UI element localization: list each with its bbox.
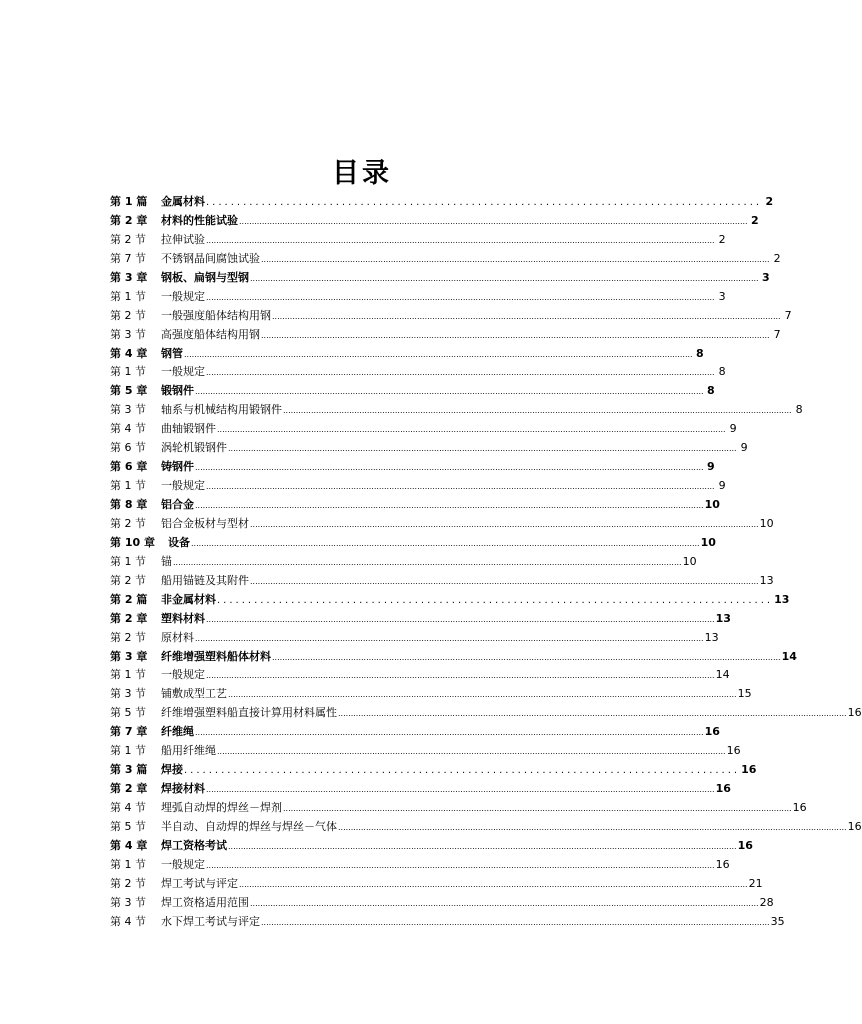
toc-dot-leader: ........................................................................................................................................................................................................ — [195, 633, 704, 643]
toc-entry-number: 第 2 节 — [110, 516, 146, 530]
toc-entry-chapter[interactable] — [110, 269, 770, 288]
toc-dot-leader: ........................................................................................................................................................................................................ — [195, 387, 704, 397]
toc-entry-section[interactable] — [110, 307, 792, 326]
toc-entry-number: 第 4 节 — [110, 801, 146, 814]
toc-entry-title: 水下焊工考试与评定 — [161, 914, 260, 928]
toc-entry-title: 铺敷成型工艺 — [161, 687, 227, 701]
toc-dot-leader: ........................................................................................................................................................................................................ — [261, 254, 770, 264]
toc-entry-page: 13 — [759, 573, 774, 587]
toc-entry-title: 一般强度船体结构用钢 — [161, 308, 271, 322]
toc-dot-leader: ........................................................................................................................................................................................................ — [184, 349, 693, 359]
toc-entry-chapter[interactable] — [110, 723, 720, 742]
toc-dot-leader: ........................................................................................................................................................................................................ — [228, 690, 737, 700]
toc-entry-title: 一般规定 — [161, 289, 205, 303]
toc-dot-leader: .......................................................................................... — [206, 197, 763, 208]
toc-entry-section[interactable] — [110, 818, 862, 837]
toc-entry-page: 9 — [729, 422, 737, 436]
toc-entry-page: 14 — [781, 649, 797, 663]
toc-entry-title: 锻钢件 — [161, 384, 194, 398]
toc-entry-section[interactable] — [110, 799, 807, 818]
toc-entry-section[interactable] — [110, 704, 862, 723]
toc-entry-page: 7 — [784, 308, 792, 322]
toc-entry-number: 第 4 章 — [110, 346, 148, 360]
toc-dot-leader: ........................................................................................................................................................................................................ — [206, 292, 715, 302]
toc-entry-title: 铸钢件 — [161, 460, 194, 474]
toc-dot-leader: ........................................................................................................................................................................................................ — [206, 860, 715, 870]
toc-entry-title: 纤维增强塑料船体材料 — [161, 649, 271, 663]
toc-entry-number: 第 2 节 — [110, 308, 146, 322]
toc-dot-leader: ........................................................................................................................................................................................................ — [206, 671, 715, 681]
toc-entry-number: 第 1 节 — [110, 668, 146, 682]
toc-entry-number: 第 3 节 — [110, 895, 146, 909]
toc-entry-section[interactable] — [110, 856, 730, 875]
toc-entry-number: 第 1 节 — [110, 857, 146, 871]
toc-entry-number: 第 6 章 — [110, 460, 148, 474]
toc-dot-leader: ........................................................................................................................................................................................................ — [217, 747, 726, 757]
toc-entry-page: 13 — [704, 630, 719, 644]
toc-entry-title: 焊工资格适用范围 — [161, 895, 249, 909]
toc-entry-page: 2 — [765, 195, 774, 208]
toc-entry-page: 2 — [718, 232, 726, 246]
toc-entry-number: 第 2 章 — [110, 782, 148, 796]
toc-entry-chapter[interactable] — [110, 837, 753, 856]
toc-entry-page: 10 — [704, 498, 720, 511]
toc-dot-leader: ........................................................................................................................................................................................................ — [272, 652, 781, 662]
toc-entry-number: 第 1 节 — [110, 479, 146, 493]
toc-dot-leader: ........................................................................................................................................................................................................ — [272, 311, 781, 321]
toc-entry-page: 9 — [706, 460, 715, 474]
toc-entry-title: 船用纤维绳 — [161, 744, 216, 758]
toc-entry-page: 16 — [792, 801, 807, 814]
toc-entry-title: 一般规定 — [161, 857, 205, 871]
toc-entry-section[interactable] — [110, 231, 726, 250]
toc-dot-leader: ........................................................................................................................................................................................................ — [261, 917, 770, 927]
toc-entry-part[interactable] — [110, 761, 757, 780]
toc-entry-page: 14 — [715, 668, 730, 682]
toc-entry-number: 第 2 章 — [110, 611, 148, 625]
toc-entry-number: 第 3 节 — [110, 403, 146, 417]
toc-entry-number: 第 1 节 — [110, 554, 146, 568]
toc-entry-page: 28 — [759, 895, 774, 909]
toc-entry-title: 船用锚链及其附件 — [161, 573, 249, 587]
toc-entry-title: 塑料材料 — [161, 611, 205, 625]
toc-entry-chapter[interactable] — [110, 534, 716, 553]
toc-entry-page: 16 — [847, 819, 862, 833]
toc-entry-title: 曲轴锻钢件 — [161, 422, 216, 436]
toc-entry-title: 半自动、自动焊的焊丝与焊丝－气体 — [161, 819, 337, 833]
toc-entry-number: 第 5 章 — [110, 384, 148, 398]
toc-entry-page: 3 — [761, 270, 770, 284]
toc-entry-number: 第 5 节 — [110, 819, 146, 833]
toc-entry-title: 焊工资格考试 — [161, 838, 227, 852]
toc-entry-page: 9 — [740, 441, 748, 455]
toc-entry-section[interactable] — [110, 913, 785, 932]
toc-entry-title: 焊接材料 — [161, 782, 205, 796]
toc-entry-number: 第 1 篇 — [110, 195, 148, 208]
toc-entry-page: 16 — [741, 763, 757, 777]
toc-dot-leader: ........................................................................................................................................................................................................ — [195, 728, 704, 738]
toc-entry-number: 第 3 节 — [110, 687, 146, 701]
toc-entry-section[interactable] — [110, 742, 741, 761]
toc-dot-leader: ........................................................................................................................................................................................................ — [239, 216, 748, 226]
toc-entry-title: 高强度船体结构用钢 — [161, 327, 260, 341]
toc-entry-section[interactable] — [110, 553, 697, 572]
toc-entry-number: 第 1 节 — [110, 365, 146, 379]
toc-entry-chapter[interactable] — [110, 345, 704, 364]
toc-entry-title: 设备 — [168, 535, 190, 549]
toc-entry-page: 9 — [718, 479, 726, 493]
toc-entry-title: 拉伸试验 — [161, 232, 205, 246]
toc-dot-leader: ........................................................................................................................................................................................................ — [206, 614, 715, 624]
toc-dot-leader: ........................................................................................................................................................................................................ — [250, 576, 759, 586]
toc-dot-leader: ........................................................................................................................................................................................................ — [338, 709, 847, 719]
toc-entry-number: 第 4 章 — [110, 838, 148, 852]
toc-entry-section[interactable] — [110, 288, 726, 307]
toc-entry-page: 15 — [737, 687, 752, 701]
toc-entry-number: 第 3 篇 — [110, 763, 148, 777]
toc-entry-page: 10 — [700, 535, 716, 549]
toc-entry-page: 13 — [774, 592, 790, 606]
toc-dot-leader: ........................................................................................................................................................................................................ — [173, 557, 682, 567]
toc-entry-number: 第 4 节 — [110, 914, 146, 928]
toc-entry-section[interactable] — [110, 250, 781, 269]
toc-entry-title: 焊接 — [161, 763, 183, 777]
toc-entry-title: 铝合金板材与型材 — [161, 516, 249, 530]
toc-dot-leader: ........................................................................................................................................................................................................ — [283, 406, 792, 416]
toc-dot-leader: .......................................................................................... — [217, 594, 774, 606]
toc-entry-title: 钢管 — [161, 346, 183, 360]
toc-entry-title: 材料的性能试验 — [161, 213, 238, 227]
toc-entry-number: 第 5 节 — [110, 706, 146, 720]
toc-dot-leader: ........................................................................................................................................................................................................ — [250, 273, 759, 283]
toc-entry-number: 第 2 节 — [110, 876, 146, 890]
toc-entry-number: 第 10 章 — [110, 535, 155, 549]
toc-entry-title: 不锈钢晶间腐蚀试验 — [161, 251, 260, 265]
toc-entry-chapter[interactable] — [110, 496, 720, 515]
toc-entry-number: 第 8 章 — [110, 498, 148, 511]
toc-entry-section[interactable] — [110, 666, 730, 685]
toc-entry-number: 第 2 节 — [110, 573, 146, 587]
toc-entry-title: 一般规定 — [161, 668, 205, 682]
toc-entry-number: 第 1 节 — [110, 744, 146, 758]
toc-entry-title: 焊工考试与评定 — [161, 876, 238, 890]
toc-entry-chapter[interactable] — [110, 212, 759, 231]
toc-entry-title: 埋弧自动焊的焊丝－焊剂 — [161, 801, 282, 814]
toc-dot-leader: ........................................................................................................................................................................................................ — [206, 482, 715, 492]
toc-entry-number: 第 3 章 — [110, 270, 148, 284]
toc-entry-page: 2 — [750, 213, 759, 227]
toc-entry-page: 35 — [770, 914, 785, 928]
toc-dot-leader: ........................................................................................................................................................................................................ — [239, 879, 748, 889]
toc-entry-page: 13 — [715, 611, 731, 625]
toc-entry-title: 涡轮机锻钢件 — [161, 441, 227, 455]
toc-entry-title: 纤维绳 — [161, 725, 194, 739]
toc-dot-leader: ........................................................................................................................................................................................................ — [195, 463, 704, 473]
toc-dot-leader: ........................................................................................................................................................................................................ — [228, 444, 737, 454]
toc-entry-number: 第 1 节 — [110, 289, 146, 303]
toc-entry-number: 第 3 章 — [110, 649, 148, 663]
toc-entry-chapter[interactable] — [110, 648, 797, 667]
toc-dot-leader: ........................................................................................................................................................................................................ — [283, 804, 792, 813]
toc-entry-page: 8 — [795, 403, 803, 417]
toc-entry-number: 第 4 节 — [110, 422, 146, 436]
page-title: 目录 — [332, 158, 392, 189]
toc-entry-title: 非金属材料 — [161, 592, 216, 606]
toc-entry-title: 锚 — [161, 554, 172, 568]
toc-list — [110, 193, 862, 932]
toc-entry-part[interactable] — [110, 193, 774, 212]
toc-entry-number: 第 3 节 — [110, 327, 146, 341]
toc-entry-section[interactable] — [110, 401, 803, 420]
toc-entry-page: 8 — [706, 384, 715, 398]
toc-entry-section[interactable] — [110, 515, 774, 534]
toc-dot-leader: ........................................................................................................................................................................................................ — [206, 368, 715, 378]
toc-entry-section[interactable] — [110, 439, 748, 458]
toc-entry-section[interactable] — [110, 326, 781, 345]
toc-entry-section[interactable] — [110, 629, 719, 648]
toc-dot-leader: .......................................................................................... — [184, 765, 741, 777]
toc-entry-number: 第 2 章 — [110, 213, 148, 227]
toc-dot-leader: ........................................................................................................................................................................................................ — [217, 425, 726, 435]
toc-dot-leader: ........................................................................................................................................................................................................ — [191, 538, 700, 548]
toc-entry-part[interactable] — [110, 591, 790, 610]
toc-entry-section[interactable] — [110, 477, 726, 496]
toc-dot-leader: ........................................................................................................................................................................................................ — [206, 785, 715, 795]
toc-dot-leader: ........................................................................................................................................................................................................ — [228, 841, 737, 851]
toc-entry-page: 3 — [718, 289, 726, 303]
toc-dot-leader: ........................................................................................................................................................................................................ — [195, 501, 704, 510]
toc-entry-page: 7 — [773, 327, 781, 341]
toc-entry-title: 轴系与机械结构用锻钢件 — [161, 403, 282, 417]
toc-entry-title: 原材料 — [161, 630, 194, 644]
toc-entry-page: 16 — [726, 744, 741, 758]
toc-entry-number: 第 2 篇 — [110, 592, 148, 606]
toc-entry-number: 第 7 章 — [110, 725, 148, 739]
toc-entry-page: 16 — [737, 838, 753, 852]
toc-dot-leader: ........................................................................................................................................................................................................ — [250, 898, 759, 908]
toc-entry-page: 8 — [718, 365, 726, 379]
toc-entry-title: 纤维增强塑料船直接计算用材料属性 — [161, 706, 337, 720]
toc-entry-page: 10 — [759, 516, 774, 530]
toc-entry-page: 16 — [847, 706, 862, 720]
toc-entry-section[interactable] — [110, 875, 763, 894]
toc-entry-page: 8 — [695, 346, 704, 360]
toc-entry-number: 第 2 节 — [110, 630, 146, 644]
toc-entry-title: 钢板、扁钢与型钢 — [161, 270, 249, 284]
toc-entry-chapter[interactable] — [110, 382, 715, 401]
toc-entry-chapter[interactable] — [110, 780, 731, 799]
toc-entry-page: 16 — [704, 725, 720, 739]
toc-entry-chapter[interactable] — [110, 610, 731, 629]
toc-entry-number: 第 7 节 — [110, 251, 146, 265]
toc-entry-page: 16 — [715, 782, 731, 796]
toc-entry-title: 一般规定 — [161, 479, 205, 493]
toc-entry-page: 10 — [682, 554, 697, 568]
toc-entry-number: 第 6 节 — [110, 441, 146, 455]
toc-dot-leader: ........................................................................................................................................................................................................ — [338, 822, 847, 832]
toc-entry-section[interactable] — [110, 363, 726, 382]
toc-entry-section[interactable] — [110, 572, 774, 591]
toc-entry-section[interactable] — [110, 420, 737, 439]
toc-dot-leader: ........................................................................................................................................................................................................ — [250, 519, 759, 529]
toc-entry-title: 铝合金 — [161, 498, 194, 511]
toc-entry-number: 第 2 节 — [110, 232, 146, 246]
toc-entry-page: 2 — [773, 251, 781, 265]
toc-entry-section[interactable] — [110, 685, 752, 704]
toc-dot-leader: ........................................................................................................................................................................................................ — [206, 235, 715, 245]
toc-entry-title: 金属材料 — [161, 195, 205, 208]
toc-entry-page: 16 — [715, 857, 730, 871]
toc-entry-page: 21 — [748, 876, 763, 890]
toc-entry-title: 一般规定 — [161, 365, 205, 379]
toc-entry-chapter[interactable] — [110, 458, 715, 477]
toc-entry-section[interactable] — [110, 894, 774, 913]
toc-dot-leader: ........................................................................................................................................................................................................ — [261, 330, 770, 340]
